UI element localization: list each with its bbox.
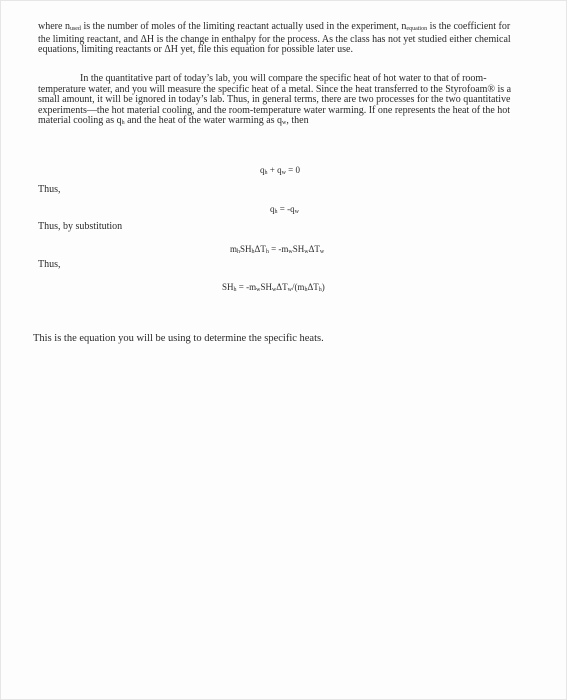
eq-subscript: w [271,287,277,293]
text-segment: is the number of moles of the limiting reactant actually used in the experiment, [80,21,402,32]
eq-term: m [230,244,238,254]
text-segment: is the coefficient for the limiting reactant, and ΔH is the change in enthalpy for the process. As the class has not yet studied either chemical equations, limiting reactants or ΔH yet, file this equation for possible later use. [38,21,511,56]
text-segment: In the quantitative part of today’s lab, you will compare the specific heat of hot water to that of room-temperature water, and you will measure the specific heat of a metal. Since the heat transferred to the Styrofoam® is a small amount, it will be ignored in today’s lab. Thus, in general terms, there are two processes for the two quantitative experiments—the hot material cooling, and the room-temperature water warming. If one represents the heat of the hot material cooling as [38,73,512,127]
eq-subscript: w [304,249,309,255]
eq-term: SH [292,244,305,254]
var-q: q [116,115,122,127]
eq-term: ΔT [254,244,266,254]
eq-term: = -q [277,204,295,214]
text-segment: and the heat of the water warming as [124,115,278,127]
eq-subscript: h [265,249,269,255]
eq-subscript: h [233,287,237,293]
eq-term: + q [267,165,282,175]
equation-heat-sum [260,165,300,176]
paragraph-quantitative-intro [38,74,522,129]
eq-subscript: h [304,287,308,293]
label-thus-by-substitution: Thus, by substitution [38,221,123,232]
eq-subscript: w [294,209,299,215]
equation-heat-equal [270,204,299,215]
equation-substitution [230,244,324,255]
eq-subscript: w [281,170,286,176]
eq-term: = 0 [285,165,300,175]
eq-term: q [260,165,265,175]
eq-subscript: h [251,249,255,255]
text-segment: , then [286,115,309,127]
subscript-equation: equation [406,26,428,32]
var-n: n [64,21,70,32]
eq-subscript: h [318,287,322,293]
eq-subscript: h [264,170,268,176]
subscript-w: w [282,120,287,127]
eq-subscript: h [274,209,278,215]
subscript-h: h [121,120,125,127]
eq-term: ) [321,282,325,292]
eq-term: SH [222,282,234,292]
closing-sentence: This is the equation you will be using to determine the specific heats. [33,333,324,344]
var-n: n [401,21,407,32]
eq-term: ΔT [276,282,288,292]
eq-term: ΔT [307,282,319,292]
eq-subscript: w [319,249,325,255]
label-thus-1: Thus, [38,184,61,195]
label-thus-2: Thus, [38,259,61,270]
eq-term: q [270,204,275,214]
eq-subscript: w [256,287,261,293]
equation-specific-heat [222,282,325,293]
eq-subscript: w [287,287,292,293]
eq-term: ΔT [308,244,320,254]
eq-subscript: h [237,249,241,255]
paragraph-moles-definition [38,22,522,56]
eq-term: = -m [236,282,257,292]
subscript-used: used [69,26,81,32]
text-segment: where [38,21,65,32]
eq-term: SH [240,244,252,254]
eq-term: /(m [291,282,305,292]
eq-term: SH [260,282,272,292]
eq-term: = -m [268,244,289,254]
var-q: q [277,115,283,127]
eq-subscript: w [288,249,293,255]
